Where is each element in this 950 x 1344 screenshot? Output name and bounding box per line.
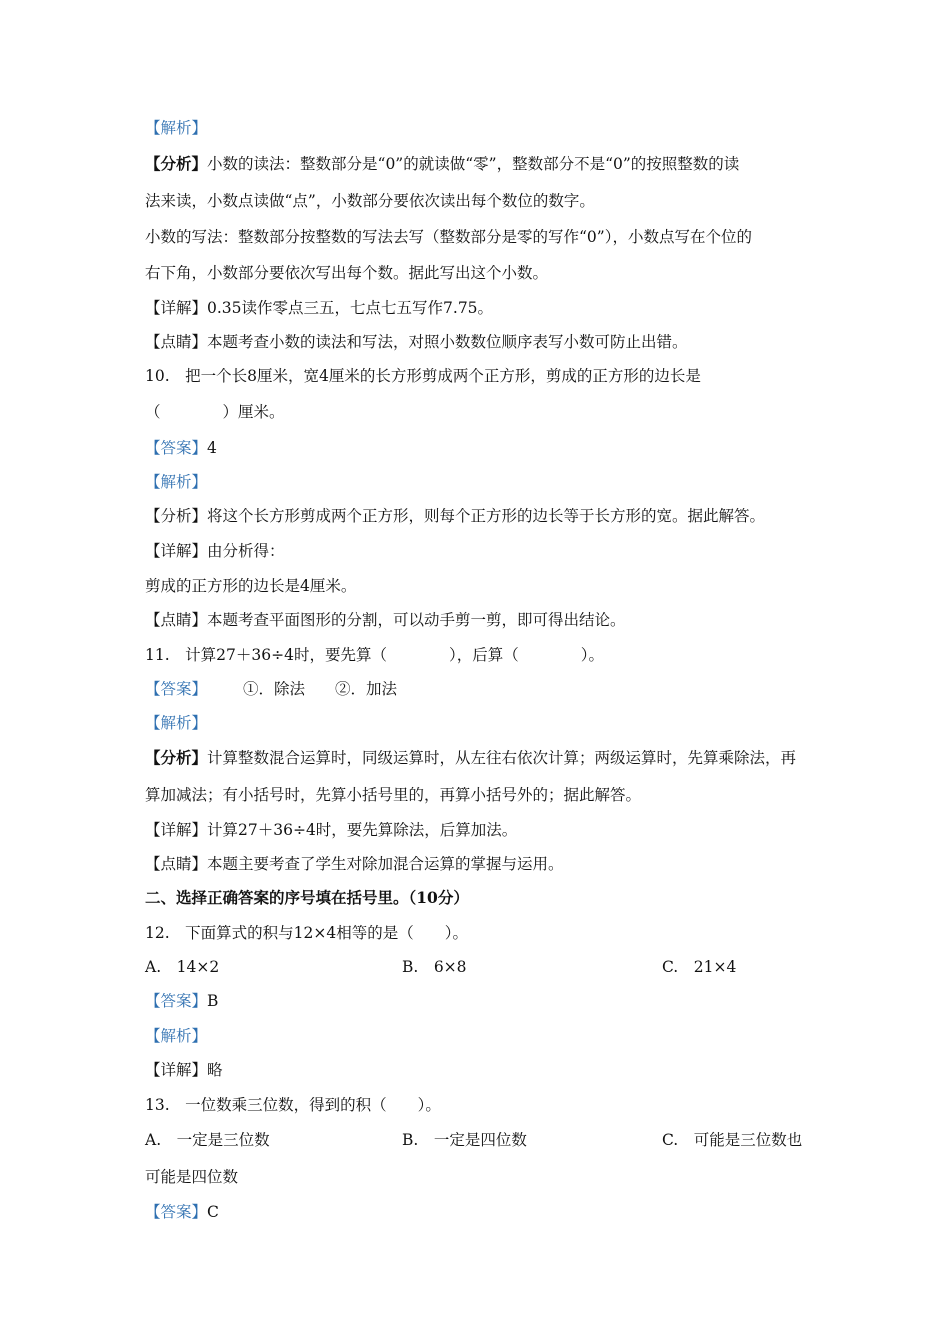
- dianjing-tag: 【点睛】: [145, 855, 208, 873]
- q12-jiexi-heading: [145, 1025, 810, 1047]
- xiangjie-tag: 【详解】: [145, 1061, 208, 1079]
- q11-detail-text: 计算27＋36÷4时，要先算除法，后算加法。: [207, 821, 518, 839]
- daan-tag: 【答案】: [145, 439, 208, 457]
- jiexi-tag: 【解析】: [145, 119, 208, 137]
- q12-option-a: A. 14×2: [145, 958, 220, 976]
- dianjing-tag: 【点睛】: [145, 333, 208, 351]
- q13-option-c-continued: [145, 1166, 810, 1188]
- q10-analysis: [145, 505, 810, 527]
- q11-analysis-line-2: [145, 784, 810, 806]
- q11-analysis-line-1: [145, 747, 810, 769]
- q11-detail: [145, 819, 810, 841]
- q10-jiexi-heading: [145, 471, 810, 493]
- q12-detail: [145, 1059, 810, 1081]
- q10-answer-value: 4: [207, 439, 217, 457]
- q11-comment: [145, 853, 810, 875]
- q10-stem-text-1: 10. 把一个长8厘米，宽4厘米的长方形剪成两个正方形，剪成的正方形的边长是: [145, 367, 701, 385]
- q13-option-c: C. 可能是三位数也: [662, 1131, 803, 1149]
- q10-detail: [145, 540, 810, 562]
- q12-option-c: C. 21×4: [662, 958, 737, 976]
- q10-analysis-text: 将这个长方形剪成两个正方形，则每个正方形的边长等于长方形的宽。据此解答。: [207, 507, 766, 525]
- q11-stem-text: 11. 计算27＋36÷4时，要先算（ ），后算（ ）。: [145, 646, 604, 664]
- q13-answer-value: C: [207, 1203, 219, 1221]
- section-2-title: [145, 887, 810, 909]
- q11-answer-1: ①．除法: [243, 680, 306, 698]
- q13-option-c-cont-text: 可能是四位数: [145, 1168, 239, 1186]
- q9-analysis-line-1: [145, 153, 810, 175]
- q13-option-b: B. 一定是四位数: [402, 1131, 527, 1149]
- fenxi-tag: 【分析】: [145, 748, 208, 767]
- daan-tag: 【答案】: [145, 680, 208, 698]
- daan-tag: 【答案】: [145, 992, 208, 1010]
- q9-comment: [145, 331, 810, 353]
- q9-analysis-line-3: [145, 226, 810, 248]
- q9-analysis-text-4: 右下角，小数部分要依次写出每个数。据此写出这个小数。: [145, 264, 549, 282]
- q12-answer: [145, 990, 810, 1012]
- q10-comment: [145, 609, 810, 631]
- q10-answer: [145, 437, 810, 459]
- q13-stem-text: 13. 一位数乘三位数，得到的积（ ）。: [145, 1096, 441, 1114]
- fenxi-tag: 【分析】: [145, 507, 208, 525]
- q9-analysis-text-3: 小数的写法：整数部分按整数的写法去写（整数部分是零的写作“0”），小数点写在个位的: [145, 228, 752, 246]
- q9-analysis-text-2: 法来读，小数点读做“点”，小数部分要依次读出每个数位的数字。: [145, 192, 595, 210]
- jiexi-tag: 【解析】: [145, 473, 208, 491]
- q10-stem-line-2: [145, 401, 810, 423]
- q10-stem-line-1: [145, 365, 810, 387]
- fenxi-tag: 【分析】: [145, 154, 208, 173]
- q12-stem-text: 12. 下面算式的积与12×4相等的是（ ）。: [145, 924, 468, 942]
- q12-answer-value: B: [207, 992, 219, 1010]
- section-2-title-text: 二、选择正确答案的序号填在括号里。（10分）: [145, 888, 469, 907]
- q11-analysis-text-2: 算加减法；有小括号时，先算小括号里的，再算小括号外的；据此解答。: [145, 786, 642, 804]
- q9-detail-text: 0.35读作零点三五，七点七五写作7.75。: [207, 299, 494, 317]
- q13-answer: [145, 1201, 810, 1223]
- q11-answer: [145, 678, 810, 700]
- q10-stem-text-2: （ ）厘米。: [145, 403, 285, 421]
- q11-jiexi-heading: [145, 712, 810, 734]
- jiexi-tag: 【解析】: [145, 1027, 208, 1045]
- q13-option-a: A. 一定是三位数: [145, 1131, 270, 1149]
- q12-detail-text: 略: [207, 1061, 223, 1079]
- q9-analysis-line-2: [145, 190, 810, 212]
- daan-tag: 【答案】: [145, 1203, 208, 1221]
- q11-stem: [145, 644, 810, 666]
- xiangjie-tag: 【详解】: [145, 299, 208, 317]
- q12-stem: [145, 922, 810, 944]
- q10-detail-line-2: [145, 575, 810, 597]
- xiangjie-tag: 【详解】: [145, 821, 208, 839]
- q10-comment-text: 本题考查平面图形的分割，可以动手剪一剪，即可得出结论。: [207, 611, 626, 629]
- q11-comment-text: 本题主要考查了学生对除加混合运算的掌握与运用。: [207, 855, 564, 873]
- q9-analysis-text-1: 小数的读法：整数部分是“0”的就读做“零”，整数部分不是“0”的按照整数的读: [207, 155, 740, 173]
- q9-detail: [145, 297, 810, 319]
- dianjing-tag: 【点睛】: [145, 611, 208, 629]
- xiangjie-tag: 【详解】: [145, 542, 208, 560]
- q13-stem: [145, 1094, 810, 1116]
- q9-analysis-line-4: [145, 262, 810, 284]
- q9-jiexi-heading: [145, 117, 810, 139]
- q9-comment-text: 本题考查小数的读法和写法，对照小数数位顺序表写小数可防止出错。: [207, 333, 688, 351]
- q10-detail-text-2: 剪成的正方形的边长是4厘米。: [145, 577, 357, 595]
- q10-detail-text: 由分析得：: [207, 542, 285, 560]
- q11-answer-2: ②．加法: [335, 680, 398, 698]
- q12-option-b: B. 6×8: [402, 958, 467, 976]
- q11-analysis-text-1: 计算整数混合运算时，同级运算时，从左往右依次计算；两级运算时，先算乘除法，再: [207, 749, 797, 767]
- jiexi-tag: 【解析】: [145, 714, 208, 732]
